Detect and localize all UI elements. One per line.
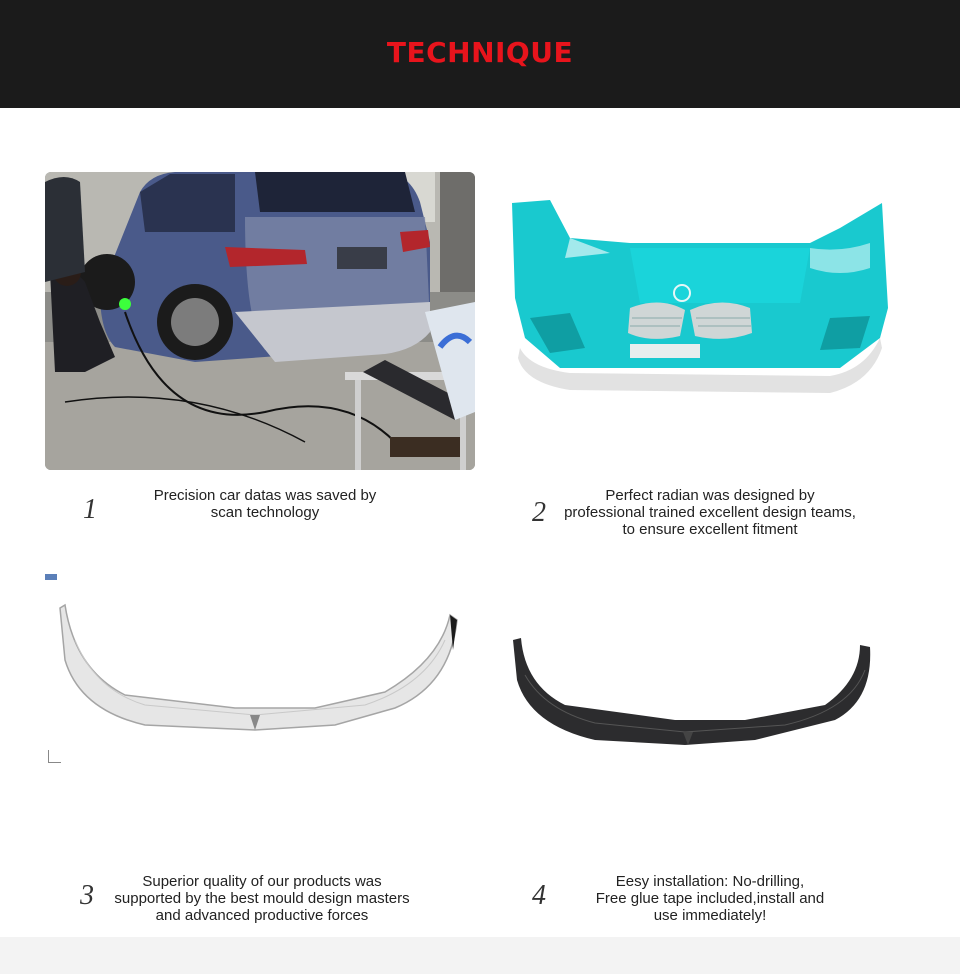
step-number-1: 1	[83, 494, 97, 525]
caption-line: scan technology	[210, 504, 320, 521]
axis-icon	[48, 750, 61, 763]
step-caption-2	[540, 487, 880, 538]
step-caption-1	[95, 487, 435, 521]
page-title: TECHNIQUE	[386, 36, 574, 69]
page-header	[0, 0, 960, 108]
front-lip-render	[55, 600, 465, 745]
step-caption-3	[92, 873, 432, 924]
front-lip-carbon-photo	[505, 635, 875, 750]
caption-line: Free glue tape included,install and	[595, 890, 825, 907]
caption-line: Precision car datas was saved by	[153, 487, 377, 504]
step-number-3: 3	[80, 880, 94, 911]
bumper-cad-model	[510, 198, 890, 398]
caption-line: Perfect radian was designed by	[605, 487, 815, 504]
caption-line: and advanced productive forces	[155, 907, 369, 924]
footer-band	[0, 937, 960, 974]
car-scan-photo	[45, 172, 475, 470]
caption-line: use immediately!	[653, 907, 767, 924]
caption-line: to ensure excellent fitment	[622, 521, 798, 538]
viewport-icon	[45, 574, 57, 580]
caption-line: Eesy installation: No-drilling,	[615, 873, 805, 890]
caption-line: supported by the best mould design masters	[114, 890, 410, 907]
caption-line: Superior quality of our products was	[142, 873, 382, 890]
step-caption-4	[540, 873, 880, 924]
caption-line: professional trained excellent design teams,	[564, 504, 856, 521]
step-number-2: 2	[532, 497, 546, 528]
step-number-4: 4	[532, 880, 546, 911]
